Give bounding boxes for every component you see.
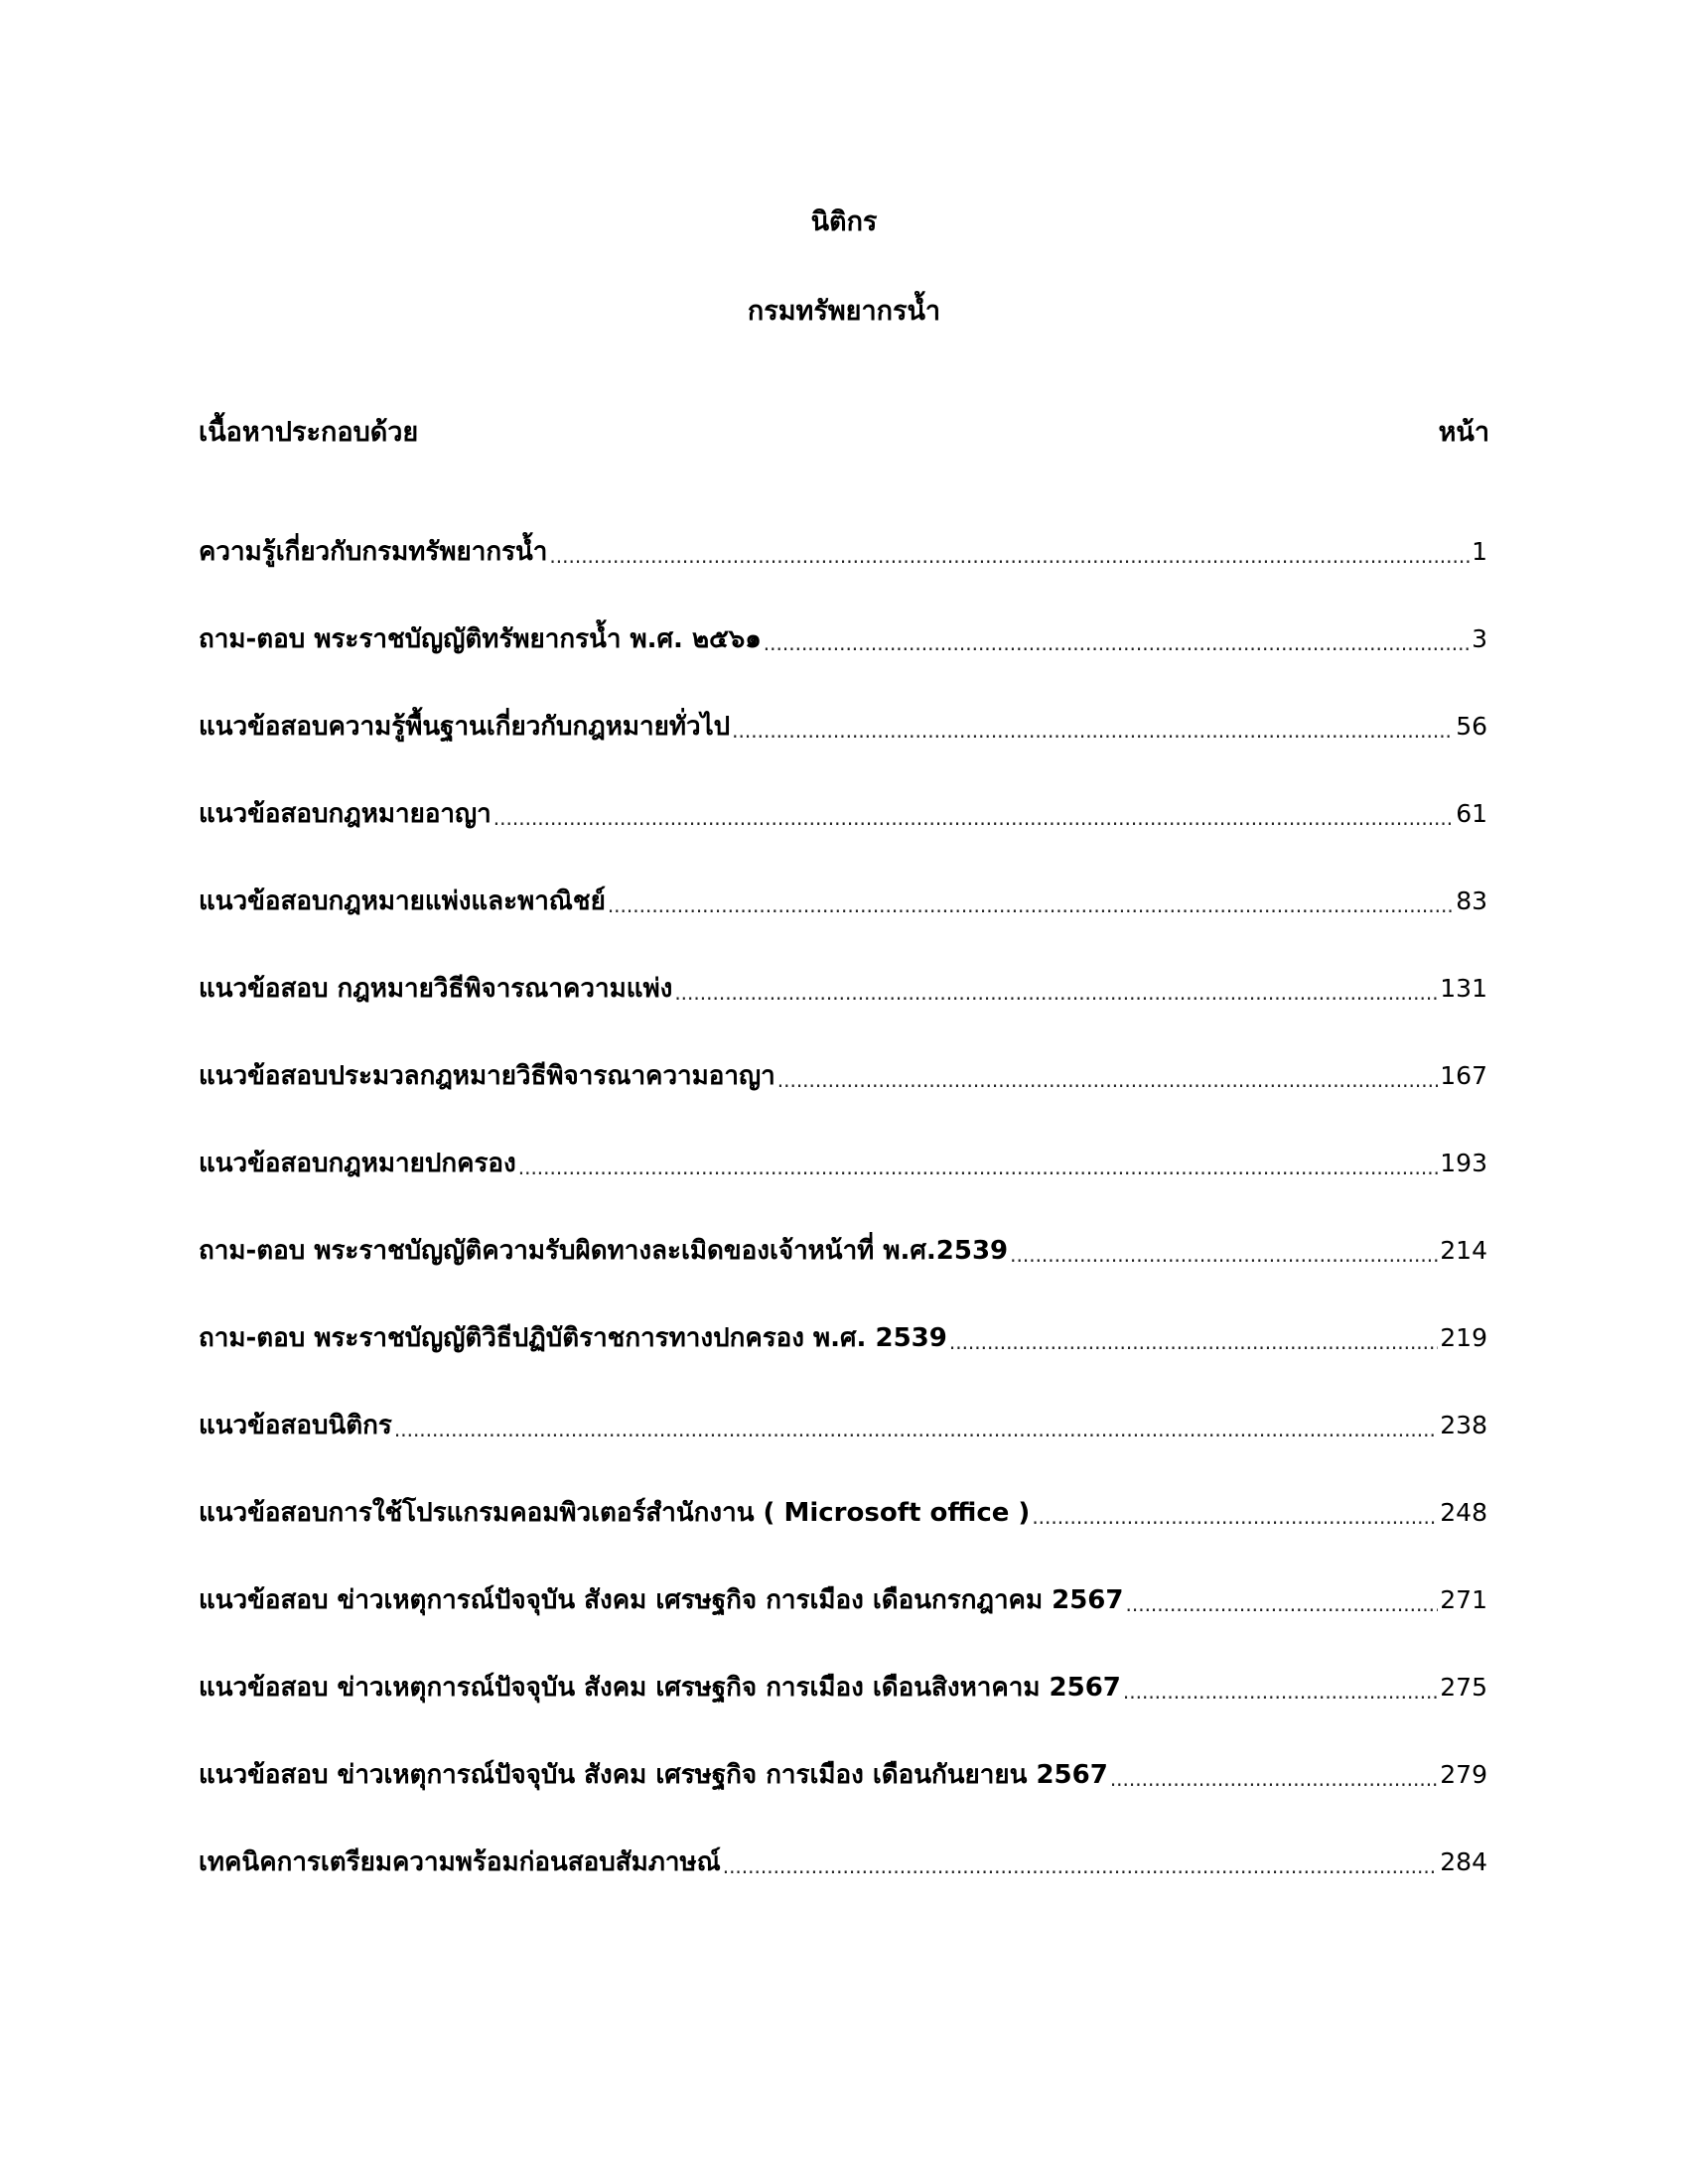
toc-entry-page-number: 248 <box>1440 1498 1487 1527</box>
toc-entry <box>199 1668 1487 1755</box>
toc-entry-page-number: 284 <box>1440 1847 1487 1876</box>
contents-label: เนื้อหาประกอบด้วย <box>199 416 419 448</box>
toc-entry <box>199 1580 1487 1668</box>
toc-entry-label: แนวข้อสอบ กฎหมายวิธีพิจารณาความแพ่ง <box>199 974 673 1004</box>
toc-dot-leader <box>723 1846 1439 1886</box>
toc-dot-leader <box>1126 1584 1439 1624</box>
table-of-contents <box>199 532 1487 1930</box>
toc-dot-leader <box>732 711 1454 751</box>
toc-entry <box>199 882 1487 969</box>
page-column-label: หน้า <box>1438 416 1489 448</box>
document-subtitle: กรมทรัพยากรน้ำ <box>747 296 941 327</box>
toc-entry <box>199 794 1487 882</box>
toc-entry-page-number: 3 <box>1472 624 1487 653</box>
toc-entry-label: เทคนิคการเตรียมความพร้อมก่อนสอบสัมภาษณ์ <box>199 1847 721 1877</box>
toc-entry-label: แนวข้อสอบนิติกร <box>199 1411 392 1440</box>
toc-entry <box>199 969 1487 1056</box>
toc-entry-label: แนวข้อสอบกฎหมายอาญา <box>199 799 492 829</box>
toc-entry-page-number: 214 <box>1440 1236 1487 1265</box>
toc-dot-leader <box>608 886 1454 925</box>
toc-entry-label: ถาม-ตอบ พระราชบัญญัติทรัพยากรน้ำ พ.ศ. ๒๕๖๑ <box>199 624 762 654</box>
toc-entry <box>199 1406 1487 1493</box>
toc-entry-page-number: 275 <box>1440 1673 1487 1702</box>
toc-dot-leader <box>777 1060 1439 1100</box>
toc-entry-page-number: 131 <box>1440 974 1487 1003</box>
toc-entry <box>199 1231 1487 1318</box>
toc-entry <box>199 1843 1487 1930</box>
toc-dot-leader <box>1110 1759 1438 1799</box>
toc-dot-leader <box>1123 1672 1438 1711</box>
toc-dot-leader <box>949 1322 1438 1362</box>
toc-dot-leader <box>493 798 1454 838</box>
toc-entry-page-number: 279 <box>1440 1760 1487 1789</box>
toc-entry-page-number: 1 <box>1472 537 1487 566</box>
toc-entry-page-number: 83 <box>1456 887 1487 915</box>
toc-dot-leader <box>1010 1235 1438 1275</box>
toc-entry <box>199 1318 1487 1406</box>
toc-entry-label: ถาม-ตอบ พระราชบัญญัติความรับผิดทางละเมิดของเจ้าหน้าที่ พ.ศ.2539 <box>199 1236 1009 1266</box>
toc-dot-leader <box>549 536 1470 576</box>
toc-entry-label: แนวข้อสอบความรู้พื้นฐานเกี่ยวกับกฎหมายทั่วไป <box>199 712 731 742</box>
toc-dot-leader <box>674 973 1438 1013</box>
toc-entry-label: ถาม-ตอบ พระราชบัญญัติวิธีปฏิบัติราชการทางปกครอง พ.ศ. 2539 <box>199 1323 947 1353</box>
toc-entry <box>199 1144 1487 1231</box>
toc-entry-page-number: 238 <box>1440 1411 1487 1439</box>
toc-entry-page-number: 219 <box>1440 1323 1487 1352</box>
toc-dot-leader <box>394 1410 1438 1449</box>
toc-entry <box>199 1755 1487 1843</box>
toc-entry <box>199 532 1487 619</box>
toc-entry-label: แนวข้อสอบ ข่าวเหตุการณ์ปัจจุบัน สังคม เศรษฐกิจ การเมือง เดือนกรกฎาคม 2567 <box>199 1585 1124 1615</box>
toc-dot-leader <box>518 1148 1439 1187</box>
toc-entry-label: แนวข้อสอบ ข่าวเหตุการณ์ปัจจุบัน สังคม เศรษฐกิจ การเมือง เดือนสิงหาคาม 2567 <box>199 1673 1121 1703</box>
toc-entry-label: แนวข้อสอบ ข่าวเหตุการณ์ปัจจุบัน สังคม เศรษฐกิจ การเมือง เดือนกันยายน 2567 <box>199 1760 1108 1790</box>
toc-dot-leader <box>764 623 1470 663</box>
toc-entry-label: แนวข้อสอบกฎหมายปกครอง <box>199 1149 516 1178</box>
toc-entry <box>199 1493 1487 1580</box>
toc-entry-page-number: 271 <box>1440 1585 1487 1614</box>
toc-entry-page-number: 193 <box>1440 1149 1487 1177</box>
toc-entry-page-number: 56 <box>1456 712 1487 741</box>
toc-entry-label: แนวข้อสอบการใช้โปรแกรมคอมพิวเตอร์สำนักงาน ( Microsoft office ) <box>199 1498 1031 1528</box>
toc-entry <box>199 619 1487 707</box>
toc-entry-label: แนวข้อสอบประมวลกฎหมายวิธีพิจารณาความอาญา <box>199 1061 775 1091</box>
toc-entry-label: แนวข้อสอบกฎหมายแพ่งและพาณิชย์ <box>199 887 606 916</box>
toc-dot-leader <box>1032 1497 1438 1537</box>
document-title: นิติกร <box>810 206 878 237</box>
toc-entry-page-number: 167 <box>1440 1061 1487 1090</box>
toc-entry-page-number: 61 <box>1456 799 1487 828</box>
toc-entry <box>199 1056 1487 1144</box>
toc-entry-label: ความรู้เกี่ยวกับกรมทรัพยากรน้ำ <box>199 537 548 567</box>
toc-entry <box>199 707 1487 794</box>
contents-header <box>199 411 1489 451</box>
